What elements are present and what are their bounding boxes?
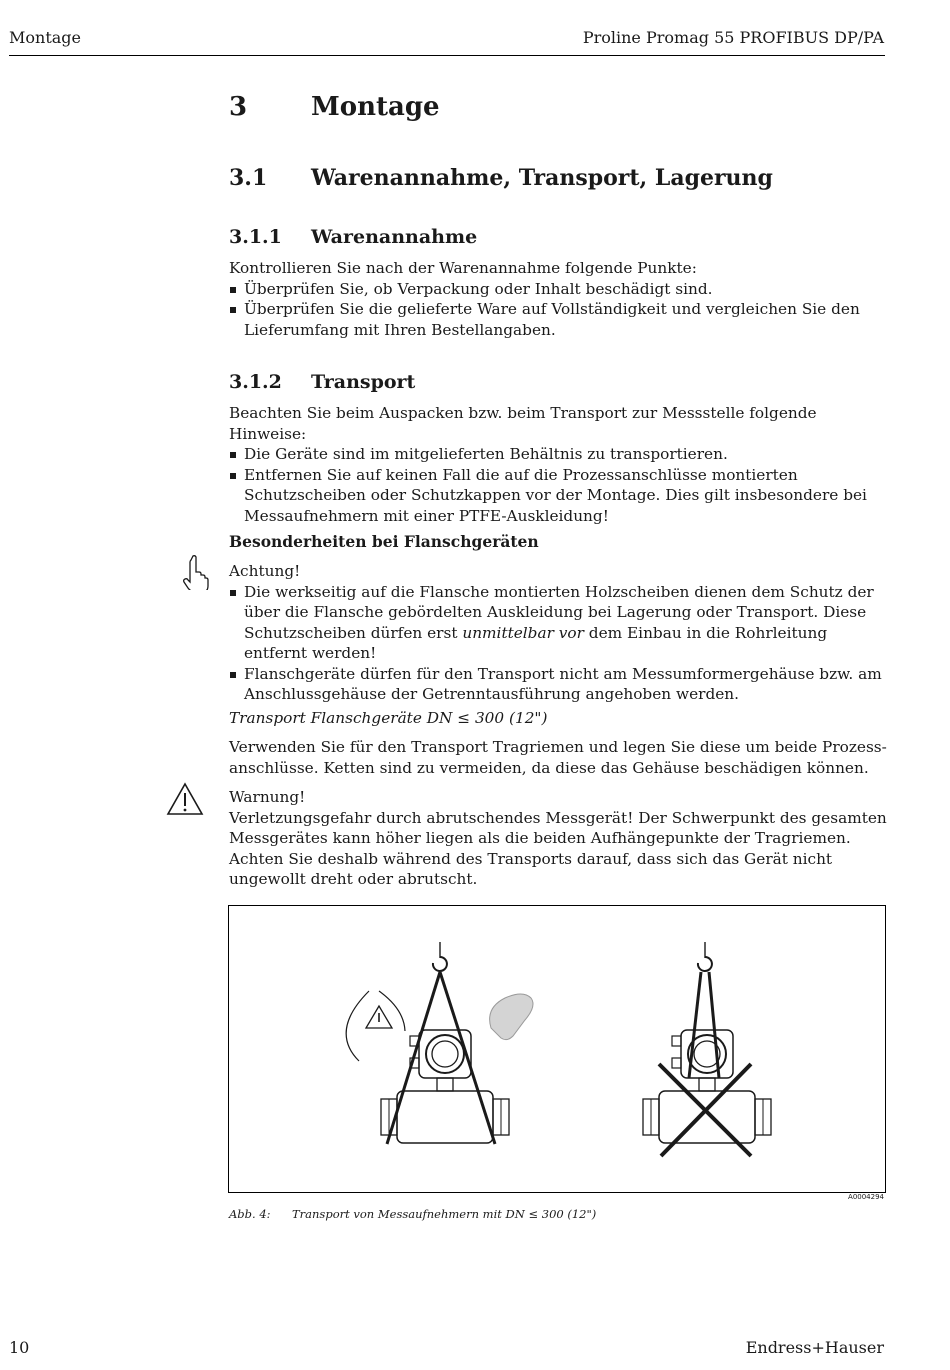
list-item: Entfernen Sie auf keinen Fall die auf die Prozessanschlüsse montierten Schutzscheiben oder Schutzkappen vor der Montage. Dies gilt insbesondere bei Messaufnehmern mit einer PTFE-Auskleidung! [229,465,889,527]
list-item: Die Geräte sind im mitgelieferten Behältnis zu transportieren. [229,444,889,465]
section-title: Warenannahme, Transport, Lagerung [311,165,773,191]
figure-caption: Transport von Messaufnehmern mit DN ≤ 300 (12") [292,1207,597,1221]
subsection-number: 3.1.2 [229,371,282,393]
figure-illustration [229,906,885,1192]
warenannahme-list [229,279,889,341]
warning-text: Achten Sie deshalb während des Transports darauf, dass sich das Gerät nicht ungewollt dreht oder abrutscht. [229,849,833,888]
correct-transport-drawing [346,942,533,1144]
transport-dn-heading: Transport Flanschgeräte DN ≤ 300 (12") [229,709,548,727]
chapter-number: 3 [229,92,248,122]
list-item: Überprüfen Sie, ob Verpackung oder Inhalt beschädigt sind. [229,279,889,300]
figure-transport [228,905,886,1193]
footer-brand: Endress+Hauser [745,1338,884,1357]
subsection-title: Warenannahme [311,226,478,248]
wrong-transport-drawing [643,942,771,1156]
pointing-hand-icon [183,554,209,590]
achtung-label: Achtung! [229,562,301,580]
list-item: Flanschgeräte dürfen für den Transport nicht am Messumformergehäuse bzw. am Anschlussgehäuse der Getrenntausführung angehoben werden. [229,664,889,705]
warning-triangle-icon [166,782,204,816]
warning-block [229,787,889,890]
header-section-title: Montage [9,28,81,47]
header-rule [9,55,885,56]
warenannahme-block [229,258,889,340]
transport-list [229,444,889,526]
subsection-title: Transport [311,371,416,393]
transport-intro: Beachten Sie beim Auspacken bzw. beim Transport zur Messstelle folgende Hinweise: [229,404,817,443]
transport-block [229,403,889,526]
header-product-name: Proline Promag 55 PROFIBUS DP/PA [582,28,884,47]
warenannahme-intro: Kontrollieren Sie nach der Warenannahme folgende Punkte: [229,259,697,277]
flansch-list [229,582,889,705]
transport-dn-text: Verwenden Sie für den Transport Tragriemen und legen Sie diese um beide Prozess-anschlüsse. Ketten sind zu vermeiden, da diese das Gehäuse beschädigen können. [229,738,887,777]
section-number: 3.1 [229,165,268,191]
list-item: Die werkseitig auf die Flansche montierten Holzscheiben dienen dem Schutz der über die Flansche gebördelten Auskleidung bei Lagerung oder Transport. Diese Schutzscheiben dürfen erst unmittelbar vor dem Einbau in die Rohrleitung entfernt werden! [229,582,889,664]
page-number: 10 [9,1338,30,1357]
figure-label: Abb. 4: [229,1207,271,1221]
subsection-number: 3.1.1 [229,226,282,248]
flansch-heading: Besonderheiten bei Flanschgeräten [229,532,539,551]
warning-text: Verletzungsgefahr durch abrutschendes Messgerät! Der Schwerpunkt des gesamten Messgerätes kann höher liegen als die beiden Aufhängepunkte der Tragriemen. [229,808,887,847]
flansch-block [229,561,889,705]
list-item: Überprüfen Sie die gelieferte Ware auf Vollständigkeit und vergleichen Sie den Lieferumfang mit Ihren Bestellangaben. [229,299,889,340]
chapter-title: Montage [311,92,440,122]
warning-title: Warnung! [229,788,306,806]
figure-code: A0004294 [848,1193,884,1201]
